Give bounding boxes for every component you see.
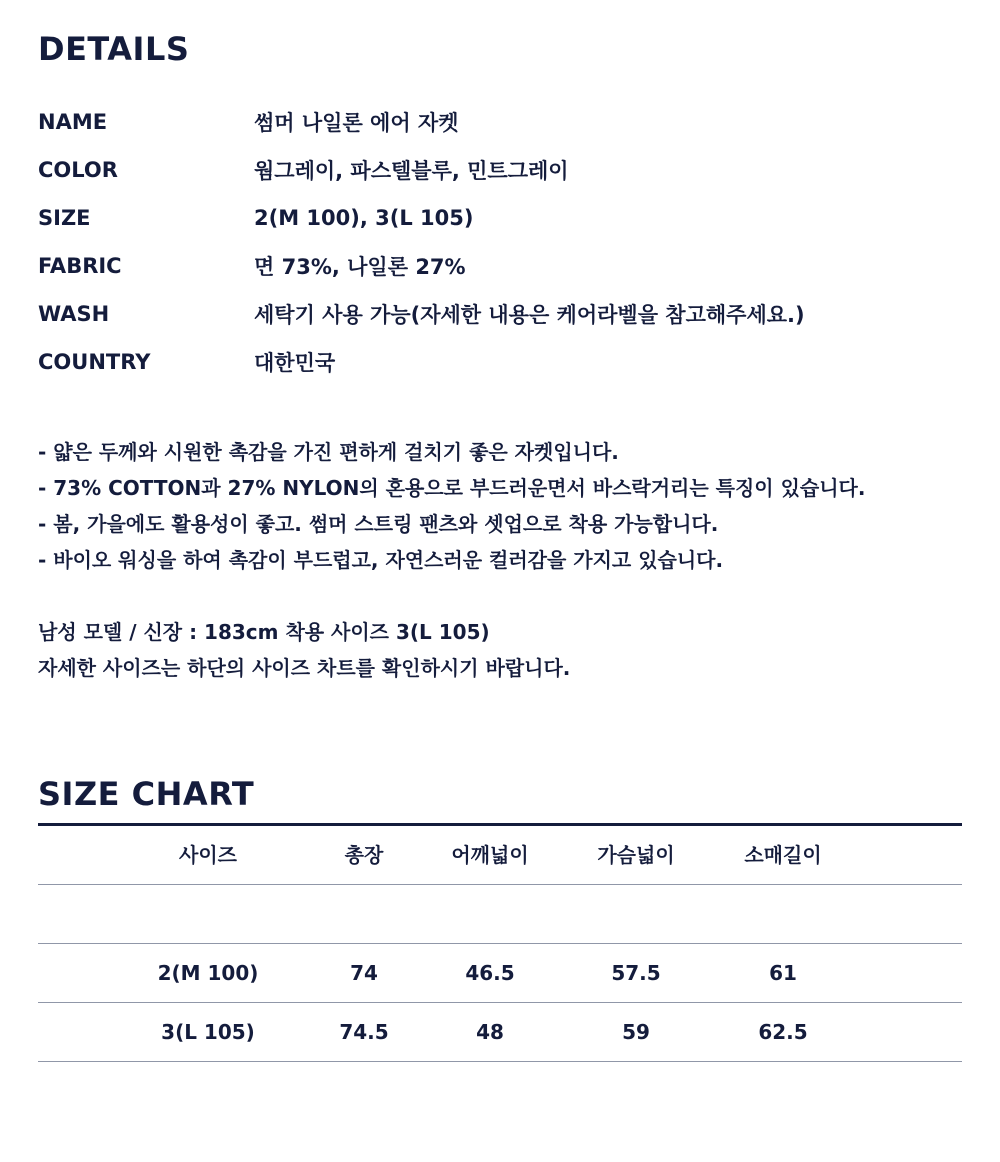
table-cell: 48 <box>476 1020 504 1044</box>
table-cell <box>118 885 298 943</box>
detail-row-size <box>38 203 473 233</box>
table-cell: 61 <box>769 961 797 985</box>
detail-value: 2(M 100), 3(L 105) <box>254 206 474 230</box>
table-cell <box>314 885 414 943</box>
details-title: DETAILS <box>38 30 190 68</box>
table-cell <box>576 885 696 943</box>
table-cell: 46.5 <box>465 961 515 985</box>
table-row <box>38 885 962 943</box>
detail-row-name <box>38 107 459 137</box>
detail-row-fabric <box>38 251 466 281</box>
table-cell: 74 <box>350 961 378 985</box>
table-divider <box>38 1061 962 1062</box>
description-line: - 73% COTTON과 27% NYLON의 혼용으로 부드러운면서 바스락거리는 특징이 있습니다. <box>38 476 866 500</box>
table-row <box>38 1003 962 1061</box>
header-cell: 총장 <box>344 843 384 867</box>
table-cell: 59 <box>622 1020 650 1044</box>
detail-label: WASH <box>38 302 110 326</box>
table-cell: 62.5 <box>758 1020 808 1044</box>
table-row <box>38 944 962 1002</box>
description-line: - 얇은 두께와 시원한 촉감을 가진 편하게 걸치기 좋은 자켓입니다. <box>38 440 619 464</box>
description-line: - 바이오 워싱을 하여 촉감이 부드럽고, 자연스러운 컬러감을 가지고 있습니다. <box>38 548 724 572</box>
detail-label: COUNTRY <box>38 350 151 374</box>
header-cell: 소매길이 <box>744 843 822 867</box>
detail-row-country <box>38 347 335 377</box>
header-cell: 어깨넓이 <box>451 843 529 867</box>
size-chart-title: SIZE CHART <box>38 775 255 813</box>
table-cell <box>723 885 843 943</box>
detail-row-color <box>38 155 569 185</box>
header-cell: 사이즈 <box>179 843 237 867</box>
table-cell: 57.5 <box>611 961 661 985</box>
detail-value: 대한민국 <box>254 351 336 375</box>
description-line: - 봄, 가을에도 활용성이 좋고. 썸머 스트링 팬츠와 셋업으로 착용 가능합니다. <box>38 512 719 536</box>
table-cell <box>435 885 545 943</box>
detail-value: 세탁기 사용 가능(자세한 내용은 케어라벨을 참고해주세요.) <box>254 303 805 327</box>
header-cell: 가슴넓이 <box>597 843 675 867</box>
detail-label: NAME <box>38 110 108 134</box>
table-cell: 2(M 100) <box>157 961 259 985</box>
size-chart-header-row <box>38 826 962 884</box>
table-cell: 74.5 <box>339 1020 389 1044</box>
table-cell: 3(L 105) <box>161 1020 255 1044</box>
detail-label: FABRIC <box>38 254 122 278</box>
detail-value: 면 73%, 나일론 27% <box>254 255 466 279</box>
size-chart-note: 자세한 사이즈는 하단의 사이즈 차트를 확인하시기 바랍니다. <box>38 656 571 680</box>
detail-value: 썸머 나일론 에어 자켓 <box>254 111 459 135</box>
detail-value: 웜그레이, 파스텔블루, 민트그레이 <box>254 159 569 183</box>
detail-label: SIZE <box>38 206 91 230</box>
model-note: 남성 모델 / 신장 : 183cm 착용 사이즈 3(L 105) <box>38 620 490 644</box>
detail-row-wash <box>38 299 805 329</box>
detail-label: COLOR <box>38 158 118 182</box>
